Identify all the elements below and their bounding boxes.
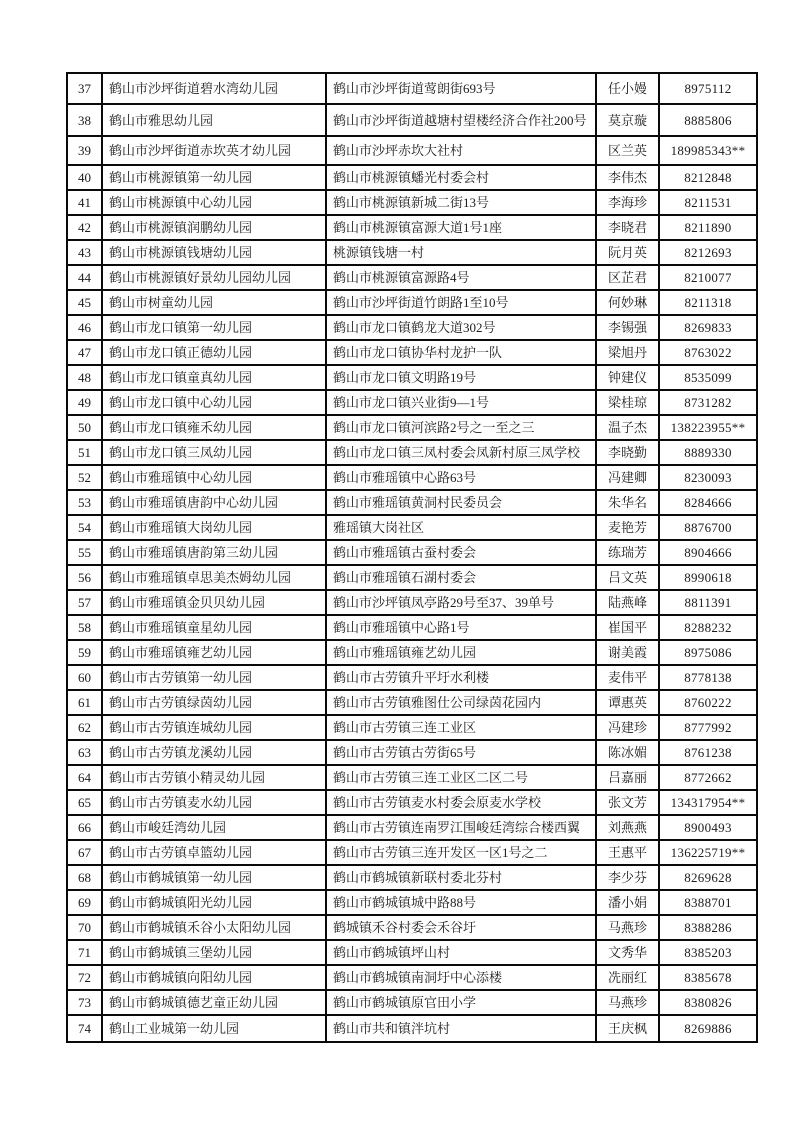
kindergarten-name-cell: 鹤山市雅瑶镇卓思美杰姆幼儿园 bbox=[102, 565, 326, 590]
address-cell: 鹤山市鹤城镇原官田小学 bbox=[326, 990, 596, 1015]
kindergarten-name-cell: 鹤山市雅思幼儿园 bbox=[102, 104, 326, 136]
phone-number-cell: 8211318 bbox=[659, 290, 757, 315]
address-cell: 雅瑶镇大岗社区 bbox=[326, 515, 596, 540]
phone-number-cell: 8777992 bbox=[659, 715, 757, 740]
table-row bbox=[67, 690, 757, 715]
contact-person-cell: 麦艳芳 bbox=[596, 515, 659, 540]
row-number-cell: 66 bbox=[67, 815, 102, 840]
contact-person-cell: 练瑞芳 bbox=[596, 540, 659, 565]
address-cell: 鹤山市龙口镇文明路19号 bbox=[326, 365, 596, 390]
phone-number-cell: 8778138 bbox=[659, 665, 757, 690]
contact-person-cell: 谭惠英 bbox=[596, 690, 659, 715]
kindergarten-name-cell: 鹤山市龙口镇三凤幼儿园 bbox=[102, 440, 326, 465]
address-cell: 鹤山市雅瑶镇中心路63号 bbox=[326, 465, 596, 490]
phone-number-cell: 8212848 bbox=[659, 165, 757, 190]
phone-number-cell: 8763022 bbox=[659, 340, 757, 365]
kindergarten-name-cell: 鹤山市古劳镇麦水幼儿园 bbox=[102, 790, 326, 815]
address-cell: 鹤山市龙口镇兴业街9—1号 bbox=[326, 390, 596, 415]
table-row bbox=[67, 73, 757, 104]
kindergarten-name-cell: 鹤山市雅瑶镇唐韵中心幼儿园 bbox=[102, 490, 326, 515]
phone-number-cell: 8975086 bbox=[659, 640, 757, 665]
address-cell: 鹤山市雅瑶镇古蚕村委会 bbox=[326, 540, 596, 565]
contact-person-cell: 李锡强 bbox=[596, 315, 659, 340]
table-row bbox=[67, 815, 757, 840]
address-cell: 鹤山市雅瑶镇石湖村委会 bbox=[326, 565, 596, 590]
phone-number-cell: 138223955** bbox=[659, 415, 757, 440]
kindergarten-name-cell: 鹤山市龙口镇正德幼儿园 bbox=[102, 340, 326, 365]
kindergarten-name-cell: 鹤山市雅瑶镇唐韵第三幼儿园 bbox=[102, 540, 326, 565]
table-row bbox=[67, 665, 757, 690]
row-number-cell: 46 bbox=[67, 315, 102, 340]
kindergarten-name-cell: 鹤山市雅瑶镇童星幼儿园 bbox=[102, 615, 326, 640]
table-row bbox=[67, 265, 757, 290]
contact-person-cell: 马燕珍 bbox=[596, 915, 659, 940]
address-cell: 鹤山市古劳镇古劳街65号 bbox=[326, 740, 596, 765]
contact-person-cell: 吕嘉丽 bbox=[596, 765, 659, 790]
table-row bbox=[67, 290, 757, 315]
row-number-cell: 48 bbox=[67, 365, 102, 390]
contact-person-cell: 李少芬 bbox=[596, 865, 659, 890]
contact-person-cell: 王惠平 bbox=[596, 840, 659, 865]
address-cell: 鹤城镇禾谷村委会禾谷圩 bbox=[326, 915, 596, 940]
kindergarten-name-cell: 鹤山市桃源镇润鹏幼儿园 bbox=[102, 215, 326, 240]
address-cell: 鹤山市龙口镇三凤村委会凤新村原三凤学校 bbox=[326, 440, 596, 465]
row-number-cell: 60 bbox=[67, 665, 102, 690]
address-cell: 鹤山市沙坪镇凤亭路29号至37、39单号 bbox=[326, 590, 596, 615]
kindergarten-name-cell: 鹤山市古劳镇龙溪幼儿园 bbox=[102, 740, 326, 765]
kindergarten-roster-table bbox=[66, 72, 758, 1043]
address-cell: 鹤山市桃源镇蟠光村委会村 bbox=[326, 165, 596, 190]
table-row bbox=[67, 465, 757, 490]
kindergarten-name-cell: 鹤山市鹤城镇德艺童正幼儿园 bbox=[102, 990, 326, 1015]
address-cell: 鹤山市古劳镇麦水村委会原麦水学校 bbox=[326, 790, 596, 815]
contact-person-cell: 区芷君 bbox=[596, 265, 659, 290]
kindergarten-name-cell: 鹤山市鹤城镇三堡幼儿园 bbox=[102, 940, 326, 965]
kindergarten-name-cell: 鹤山市树童幼儿园 bbox=[102, 290, 326, 315]
kindergarten-name-cell: 鹤山市沙坪街道碧水湾幼儿园 bbox=[102, 73, 326, 104]
kindergarten-name-cell: 鹤山市桃源镇中心幼儿园 bbox=[102, 190, 326, 215]
address-cell: 鹤山市沙坪街道竹朗路1至10号 bbox=[326, 290, 596, 315]
kindergarten-name-cell: 鹤山市龙口镇雍禾幼儿园 bbox=[102, 415, 326, 440]
contact-person-cell: 吕文英 bbox=[596, 565, 659, 590]
contact-person-cell: 王庆枫 bbox=[596, 1015, 659, 1042]
table-row bbox=[67, 415, 757, 440]
row-number-cell: 64 bbox=[67, 765, 102, 790]
address-cell: 鹤山市古劳镇升平圩水利楼 bbox=[326, 665, 596, 690]
contact-person-cell: 梁桂琼 bbox=[596, 390, 659, 415]
table-row bbox=[67, 715, 757, 740]
table-row bbox=[67, 136, 757, 165]
phone-number-cell: 189985343** bbox=[659, 136, 757, 165]
contact-person-cell: 温子杰 bbox=[596, 415, 659, 440]
row-number-cell: 37 bbox=[67, 73, 102, 104]
row-number-cell: 39 bbox=[67, 136, 102, 165]
kindergarten-name-cell: 鹤山市桃源镇第一幼儿园 bbox=[102, 165, 326, 190]
phone-number-cell: 8269833 bbox=[659, 315, 757, 340]
table-row bbox=[67, 240, 757, 265]
kindergarten-name-cell: 鹤山市鹤城镇第一幼儿园 bbox=[102, 865, 326, 890]
address-cell: 鹤山市沙坪赤坎大社村 bbox=[326, 136, 596, 165]
kindergarten-name-cell: 鹤山市鹤城镇向阳幼儿园 bbox=[102, 965, 326, 990]
table-row bbox=[67, 915, 757, 940]
kindergarten-name-cell: 鹤山市峻廷湾幼儿园 bbox=[102, 815, 326, 840]
kindergarten-name-cell: 鹤山市鹤城镇禾谷小太阳幼儿园 bbox=[102, 915, 326, 940]
address-cell: 鹤山市雅瑶镇中心路1号 bbox=[326, 615, 596, 640]
row-number-cell: 68 bbox=[67, 865, 102, 890]
kindergarten-name-cell: 鹤山工业城第一幼儿园 bbox=[102, 1015, 326, 1042]
contact-person-cell: 陈冰媚 bbox=[596, 740, 659, 765]
phone-number-cell: 8230093 bbox=[659, 465, 757, 490]
row-number-cell: 52 bbox=[67, 465, 102, 490]
phone-number-cell: 8975112 bbox=[659, 73, 757, 104]
kindergarten-name-cell: 鹤山市古劳镇第一幼儿园 bbox=[102, 665, 326, 690]
row-number-cell: 45 bbox=[67, 290, 102, 315]
kindergarten-name-cell: 鹤山市雅瑶镇中心幼儿园 bbox=[102, 465, 326, 490]
kindergarten-name-cell: 鹤山市沙坪街道赤坎英才幼儿园 bbox=[102, 136, 326, 165]
row-number-cell: 62 bbox=[67, 715, 102, 740]
row-number-cell: 70 bbox=[67, 915, 102, 940]
table-row bbox=[67, 190, 757, 215]
row-number-cell: 67 bbox=[67, 840, 102, 865]
address-cell: 鹤山市沙坪街道莺朗街693号 bbox=[326, 73, 596, 104]
table-row bbox=[67, 515, 757, 540]
table-row bbox=[67, 365, 757, 390]
phone-number-cell: 8900493 bbox=[659, 815, 757, 840]
table-body bbox=[67, 73, 757, 1042]
row-number-cell: 56 bbox=[67, 565, 102, 590]
row-number-cell: 71 bbox=[67, 940, 102, 965]
address-cell: 鹤山市沙坪街道越塘村望楼经济合作社200号 bbox=[326, 104, 596, 136]
table-row bbox=[67, 890, 757, 915]
phone-number-cell: 8388286 bbox=[659, 915, 757, 940]
table-row bbox=[67, 590, 757, 615]
row-number-cell: 50 bbox=[67, 415, 102, 440]
row-number-cell: 43 bbox=[67, 240, 102, 265]
contact-person-cell: 崔国平 bbox=[596, 615, 659, 640]
contact-person-cell: 何妙琳 bbox=[596, 290, 659, 315]
row-number-cell: 42 bbox=[67, 215, 102, 240]
row-number-cell: 65 bbox=[67, 790, 102, 815]
table-row bbox=[67, 165, 757, 190]
phone-number-cell: 8211531 bbox=[659, 190, 757, 215]
table-row bbox=[67, 740, 757, 765]
contact-person-cell: 马燕珍 bbox=[596, 990, 659, 1015]
row-number-cell: 72 bbox=[67, 965, 102, 990]
address-cell: 鹤山市龙口镇协华村龙护一队 bbox=[326, 340, 596, 365]
contact-person-cell: 钟建仪 bbox=[596, 365, 659, 390]
table-row bbox=[67, 104, 757, 136]
phone-number-cell: 8990618 bbox=[659, 565, 757, 590]
phone-number-cell: 8876700 bbox=[659, 515, 757, 540]
table-row bbox=[67, 540, 757, 565]
row-number-cell: 74 bbox=[67, 1015, 102, 1042]
table-row bbox=[67, 565, 757, 590]
phone-number-cell: 134317954** bbox=[659, 790, 757, 815]
address-cell: 桃源镇钱塘一村 bbox=[326, 240, 596, 265]
row-number-cell: 55 bbox=[67, 540, 102, 565]
contact-person-cell: 冯建卿 bbox=[596, 465, 659, 490]
address-cell: 鹤山市古劳镇三连工业区二区二号 bbox=[326, 765, 596, 790]
table-row bbox=[67, 765, 757, 790]
phone-number-cell: 8904666 bbox=[659, 540, 757, 565]
contact-person-cell: 冼丽红 bbox=[596, 965, 659, 990]
phone-number-cell: 8269628 bbox=[659, 865, 757, 890]
address-cell: 鹤山市雅瑶镇黄洞村民委员会 bbox=[326, 490, 596, 515]
row-number-cell: 69 bbox=[67, 890, 102, 915]
kindergarten-name-cell: 鹤山市雅瑶镇大岗幼儿园 bbox=[102, 515, 326, 540]
row-number-cell: 38 bbox=[67, 104, 102, 136]
phone-number-cell: 8288232 bbox=[659, 615, 757, 640]
phone-number-cell: 8385203 bbox=[659, 940, 757, 965]
address-cell: 鹤山市龙口镇河滨路2号之一至之三 bbox=[326, 415, 596, 440]
row-number-cell: 63 bbox=[67, 740, 102, 765]
address-cell: 鹤山市共和镇泮坑村 bbox=[326, 1015, 596, 1042]
contact-person-cell: 李晓君 bbox=[596, 215, 659, 240]
phone-number-cell: 8212693 bbox=[659, 240, 757, 265]
address-cell: 鹤山市桃源镇富源大道1号1座 bbox=[326, 215, 596, 240]
phone-number-cell: 8811391 bbox=[659, 590, 757, 615]
kindergarten-name-cell: 鹤山市雅瑶镇雍艺幼儿园 bbox=[102, 640, 326, 665]
table-row bbox=[67, 615, 757, 640]
contact-person-cell: 冯建珍 bbox=[596, 715, 659, 740]
row-number-cell: 73 bbox=[67, 990, 102, 1015]
contact-person-cell: 麦伟平 bbox=[596, 665, 659, 690]
row-number-cell: 58 bbox=[67, 615, 102, 640]
contact-person-cell: 文秀华 bbox=[596, 940, 659, 965]
phone-number-cell: 8889330 bbox=[659, 440, 757, 465]
address-cell: 鹤山市鹤城镇新联村委北芬村 bbox=[326, 865, 596, 890]
contact-person-cell: 梁旭丹 bbox=[596, 340, 659, 365]
phone-number-cell: 8210077 bbox=[659, 265, 757, 290]
table-row bbox=[67, 965, 757, 990]
kindergarten-name-cell: 鹤山市古劳镇小精灵幼儿园 bbox=[102, 765, 326, 790]
row-number-cell: 61 bbox=[67, 690, 102, 715]
contact-person-cell: 李海珍 bbox=[596, 190, 659, 215]
address-cell: 鹤山市古劳镇三连工业区 bbox=[326, 715, 596, 740]
phone-number-cell: 8731282 bbox=[659, 390, 757, 415]
table-row bbox=[67, 340, 757, 365]
address-cell: 鹤山市古劳镇连南罗江围峻廷湾综合楼西翼 bbox=[326, 815, 596, 840]
contact-person-cell: 朱华名 bbox=[596, 490, 659, 515]
row-number-cell: 51 bbox=[67, 440, 102, 465]
table-row bbox=[67, 440, 757, 465]
address-cell: 鹤山市古劳镇雅图仕公司绿茵花园内 bbox=[326, 690, 596, 715]
table-row bbox=[67, 215, 757, 240]
phone-number-cell: 8284666 bbox=[659, 490, 757, 515]
contact-person-cell: 李伟杰 bbox=[596, 165, 659, 190]
phone-number-cell: 8535099 bbox=[659, 365, 757, 390]
kindergarten-name-cell: 鹤山市桃源镇好景幼儿园幼儿园 bbox=[102, 265, 326, 290]
address-cell: 鹤山市雅瑶镇雍艺幼儿园 bbox=[326, 640, 596, 665]
address-cell: 鹤山市古劳镇三连开发区一区1号之二 bbox=[326, 840, 596, 865]
kindergarten-name-cell: 鹤山市鹤城镇阳光幼儿园 bbox=[102, 890, 326, 915]
row-number-cell: 53 bbox=[67, 490, 102, 515]
contact-person-cell: 张文芳 bbox=[596, 790, 659, 815]
address-cell: 鹤山市桃源镇富源路4号 bbox=[326, 265, 596, 290]
table-row bbox=[67, 790, 757, 815]
kindergarten-name-cell: 鹤山市古劳镇绿茵幼儿园 bbox=[102, 690, 326, 715]
row-number-cell: 59 bbox=[67, 640, 102, 665]
kindergarten-name-cell: 鹤山市龙口镇童真幼儿园 bbox=[102, 365, 326, 390]
table-row bbox=[67, 1015, 757, 1042]
table-row bbox=[67, 865, 757, 890]
phone-number-cell: 8885806 bbox=[659, 104, 757, 136]
table-row bbox=[67, 940, 757, 965]
kindergarten-name-cell: 鹤山市龙口镇中心幼儿园 bbox=[102, 390, 326, 415]
table-row bbox=[67, 640, 757, 665]
row-number-cell: 40 bbox=[67, 165, 102, 190]
row-number-cell: 41 bbox=[67, 190, 102, 215]
phone-number-cell: 8760222 bbox=[659, 690, 757, 715]
contact-person-cell: 潘小娟 bbox=[596, 890, 659, 915]
contact-person-cell: 陆燕峰 bbox=[596, 590, 659, 615]
address-cell: 鹤山市鹤城镇坪山村 bbox=[326, 940, 596, 965]
kindergarten-name-cell: 鹤山市古劳镇连城幼儿园 bbox=[102, 715, 326, 740]
kindergarten-name-cell: 鹤山市古劳镇卓篮幼儿园 bbox=[102, 840, 326, 865]
contact-person-cell: 任小嫚 bbox=[596, 73, 659, 104]
row-number-cell: 47 bbox=[67, 340, 102, 365]
contact-person-cell: 李晓勤 bbox=[596, 440, 659, 465]
kindergarten-name-cell: 鹤山市龙口镇第一幼儿园 bbox=[102, 315, 326, 340]
phone-number-cell: 136225719** bbox=[659, 840, 757, 865]
phone-number-cell: 8269886 bbox=[659, 1015, 757, 1042]
row-number-cell: 49 bbox=[67, 390, 102, 415]
kindergarten-name-cell: 鹤山市桃源镇钱塘幼儿园 bbox=[102, 240, 326, 265]
contact-person-cell: 区兰英 bbox=[596, 136, 659, 165]
address-cell: 鹤山市桃源镇新城二街13号 bbox=[326, 190, 596, 215]
phone-number-cell: 8385678 bbox=[659, 965, 757, 990]
kindergarten-name-cell: 鹤山市雅瑶镇金贝贝幼儿园 bbox=[102, 590, 326, 615]
table-row bbox=[67, 490, 757, 515]
contact-person-cell: 阮月英 bbox=[596, 240, 659, 265]
table-row bbox=[67, 315, 757, 340]
table-row bbox=[67, 840, 757, 865]
table-row bbox=[67, 390, 757, 415]
contact-person-cell: 刘燕燕 bbox=[596, 815, 659, 840]
row-number-cell: 57 bbox=[67, 590, 102, 615]
address-cell: 鹤山市鹤城镇南洞圩中心添楼 bbox=[326, 965, 596, 990]
table-row bbox=[67, 990, 757, 1015]
phone-number-cell: 8761238 bbox=[659, 740, 757, 765]
phone-number-cell: 8211890 bbox=[659, 215, 757, 240]
contact-person-cell: 谢美霞 bbox=[596, 640, 659, 665]
address-cell: 鹤山市龙口镇鹤龙大道302号 bbox=[326, 315, 596, 340]
row-number-cell: 44 bbox=[67, 265, 102, 290]
phone-number-cell: 8388701 bbox=[659, 890, 757, 915]
row-number-cell: 54 bbox=[67, 515, 102, 540]
address-cell: 鹤山市鹤城镇城中路88号 bbox=[326, 890, 596, 915]
phone-number-cell: 8772662 bbox=[659, 765, 757, 790]
contact-person-cell: 莫京璇 bbox=[596, 104, 659, 136]
phone-number-cell: 8380826 bbox=[659, 990, 757, 1015]
